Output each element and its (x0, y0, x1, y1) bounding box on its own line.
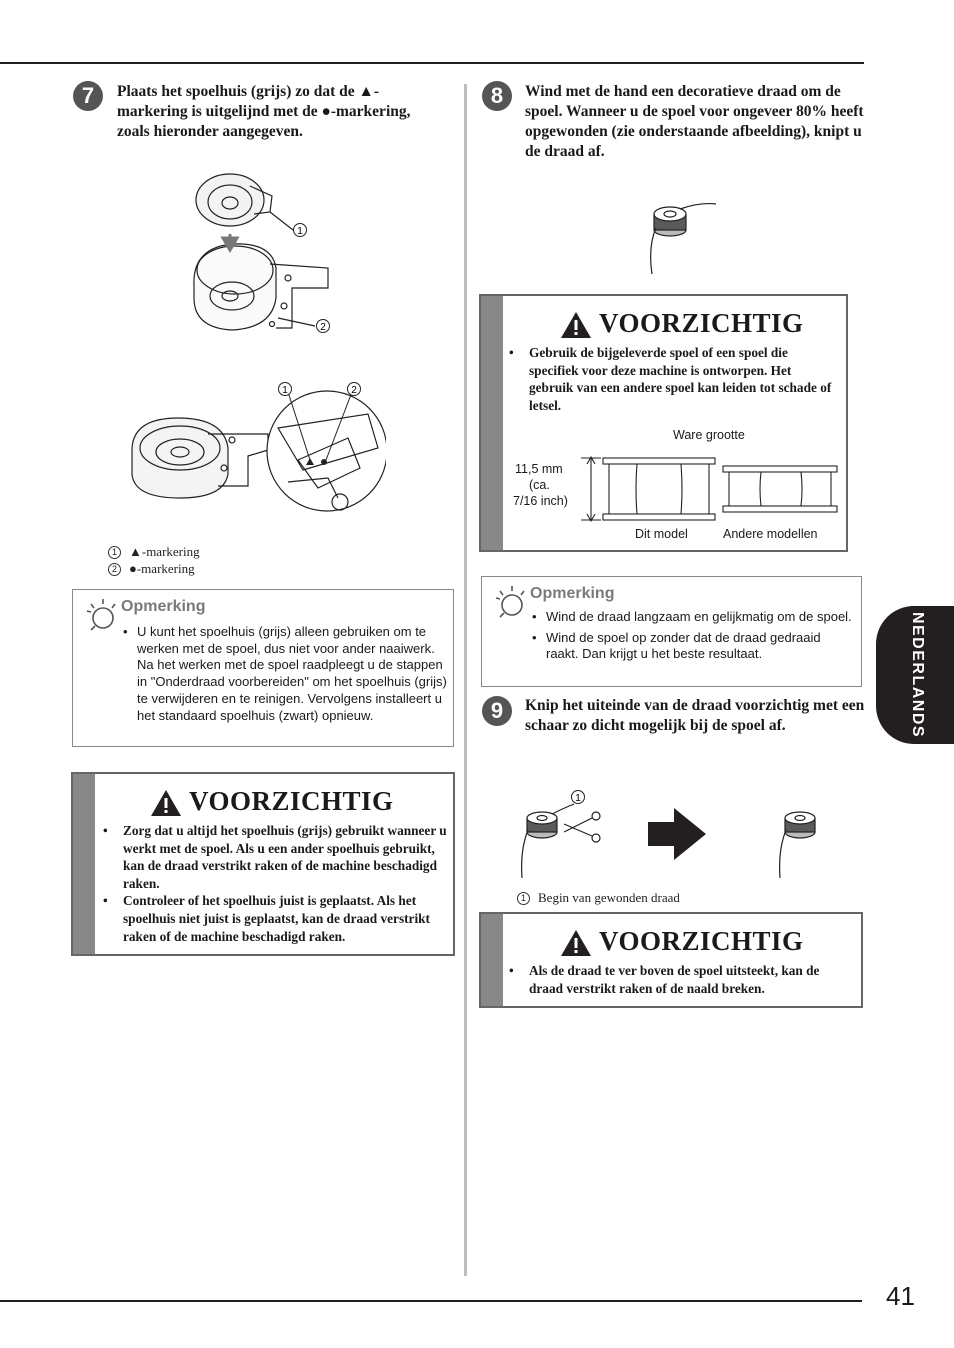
warning-right-2-item-1: • Als de draad te ver boven de spoel uitsteekt, kan de draad verstrikt raken of de naald breken. (507, 962, 855, 997)
wound-bobbin-figure (640, 196, 720, 280)
language-tab-text: NEDERLANDS (909, 611, 926, 739)
step-9-number: 9 (482, 696, 512, 726)
top-rule (0, 62, 864, 64)
note-right (481, 576, 862, 687)
note-right-item-1: • Wind de draad langzaam en gelijkmatig om de spoel. (532, 609, 854, 626)
fig7a-callout-2: 2 (320, 322, 326, 333)
bobbin-size-diagram (579, 454, 841, 524)
warning-left-bar (73, 774, 95, 954)
step-8-number: 8 (482, 81, 512, 111)
legend-9-text: Begin van gewonden draad (538, 890, 680, 905)
lightbulb-note-icon (85, 596, 119, 632)
note-right-title: Opmerking (530, 585, 615, 602)
bobbin-other-models-label: Andere modellen (723, 527, 818, 541)
note-left (72, 589, 454, 747)
legend-9-num: 1 (517, 892, 530, 905)
bottom-rule (0, 1300, 862, 1302)
legend-9-item (517, 889, 680, 906)
warning-right-2 (479, 912, 863, 1008)
step-7-text: Plaats het spoelhuis (grijs) zo dat de ▲-markering is uitgelijnd met de ●-markering, zoals hieronder aangegeven. (117, 83, 411, 140)
warning-right-2-bar (481, 914, 503, 1006)
legend-7-num-2: 2 (108, 563, 121, 576)
legend-7-num-1: 1 (108, 546, 121, 559)
warning-left-item-1: • Zorg dat u altijd het spoelhuis (grijs) gebruikt wanneer u werkt met de spoel. Als u een ander spoelhuis gebruikt, kan de draad verstrikt raken of de machine beschadigd raken. (101, 822, 447, 892)
warning-right-1 (479, 294, 848, 552)
warning-right-2-title: VOORZICHTIG (599, 926, 804, 956)
warning-triangle-icon (149, 788, 183, 818)
warning-left (71, 772, 455, 956)
bobbin-case-insert-figure (180, 168, 350, 343)
legend-7-item-2 (108, 560, 195, 577)
note-left-title: Opmerking (121, 598, 206, 615)
warning-left-title: VOORZICHTIG (189, 786, 394, 816)
bobbin-dimension-line-3: 7/16 inch) (513, 494, 568, 508)
legend-7-text-1: ▲-markering (129, 544, 200, 559)
bobbin-dimension-line-2: (ca. (529, 478, 550, 492)
warning-triangle-icon (559, 928, 593, 958)
fig7b-callout-1: 1 (282, 385, 288, 396)
bobbin-this-model-label: Dit model (635, 527, 688, 541)
warning-right-1-bar (481, 296, 503, 550)
language-tab-label (878, 606, 954, 744)
legend-7-item-1 (108, 543, 200, 560)
note-right-item-2: • Wind de spoel op zonder dat de draad gedraaid raakt. Dan krijgt u het beste resultaat. (532, 630, 854, 663)
bobbin-actual-size-label: Ware grootte (673, 428, 745, 442)
warning-right-1-title: VOORZICHTIG (599, 308, 804, 338)
warning-left-item-2: • Controleer of het spoelhuis juist is geplaatst. Als het spoelhuis niet juist is geplaatst, kan de draad verstrikt raken of de machine beschadigd raken. (101, 892, 447, 945)
note-left-item-1: • U kunt het spoelhuis (grijs) alleen gebruiken om te werken met de spoel, dus niet voor ander naaiwerk. Na het werken met de spoel raadpleegt u de stappen in "Onderdraad voorbereiden" om het spoelhuis (grijs) te verwijderen en te reinigen. Vervolgens installeert u het standaard spoelhuis (zwart) opnieuw. (123, 624, 448, 724)
step-8-text: Wind met de hand een decoratieve draad om de spoel. Wanneer u de spoel voor ongeveer 80% heeft opgewonden (zie onderstaande afbeelding), knipt u de draad af. (525, 83, 864, 160)
fig7a-callout-1: 1 (297, 226, 303, 237)
lightbulb-note-icon (494, 583, 528, 619)
warning-triangle-icon (559, 310, 593, 340)
page-number: 41 (886, 1281, 915, 1311)
fig7b-callout-2: 2 (351, 385, 357, 396)
column-divider (464, 84, 467, 1276)
fig9-callout-1: 1 (575, 793, 581, 804)
step-7-number: 7 (73, 81, 103, 111)
mark-alignment-figure (128, 378, 386, 528)
bobbin-dimension-line-1: 11,5 mm (515, 462, 563, 476)
cut-thread-figure (512, 786, 832, 884)
legend-7-text-2: ●-markering (129, 561, 195, 576)
step-9-text: Knip het uiteinde van de draad voorzichtig met een schaar zo dicht mogelijk bij de spoel af. (525, 697, 865, 734)
warning-right-1-item-1: • Gebruik de bijgeleverde spoel of een spoel die specifiek voor deze machine is ontworpen. Het gebruik van een andere spoel kan leiden tot schade of letsel. (507, 344, 837, 414)
